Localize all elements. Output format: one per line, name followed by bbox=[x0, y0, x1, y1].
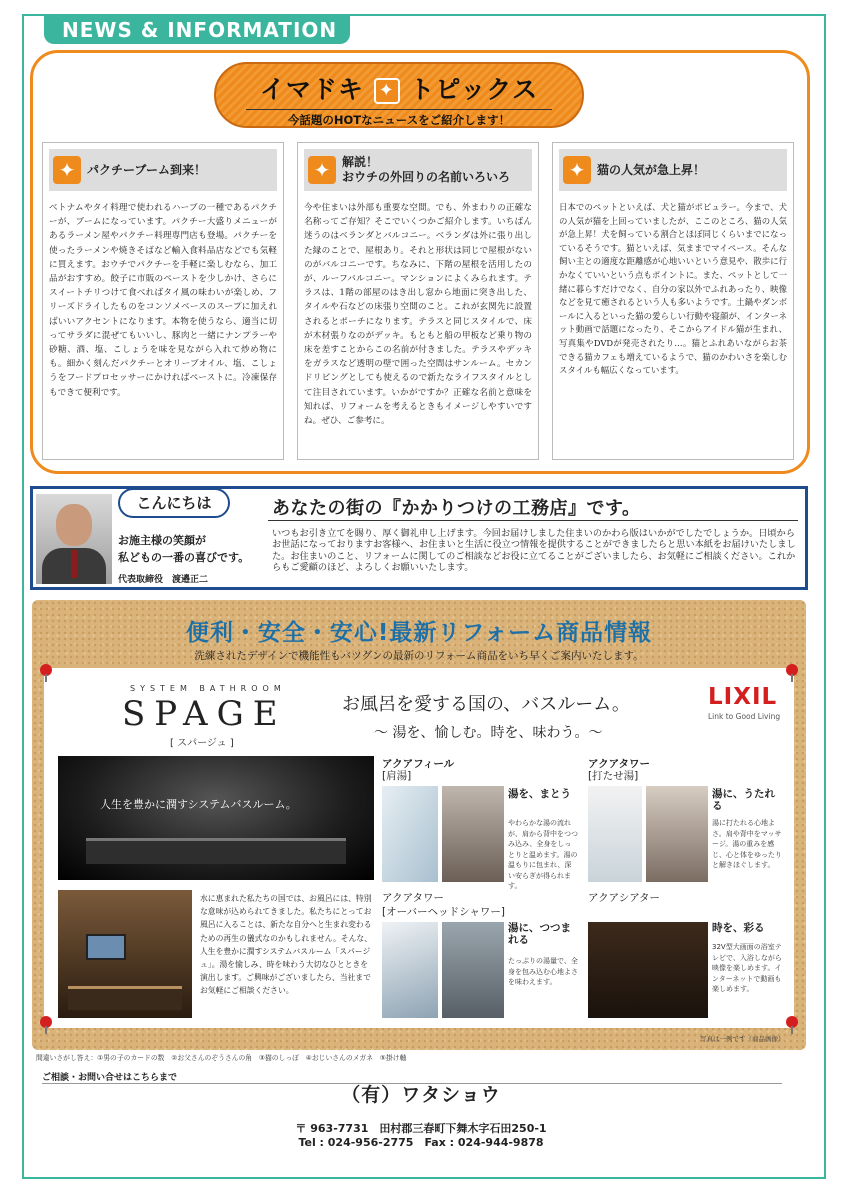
product-image bbox=[382, 786, 438, 882]
topic-body: 日本でのペットといえば、犬と猫がポピュラー。今まで、犬の人気が猫を上回っていましたが、ここのところ、猫の人気が急上昇！犬を飼っている割合とほぼ同じくらいまでになっているそうです。猫といえば、気ままでマイペース。そんな飼い主との適度な距離感が心地いいという意見や、散歩に行かなくていいという点もポイントに。また、ペットとして一緒に暮らすだけでなく、自分の家以外でふれあったり、映像などを見て癒されるという人も多いようです。土鍋やダンボールに入るといった猫の愛らしい行動や寝顔が、インターネット動画で話題になったり、そこからアイドル猫が生まれ、写真集やDVDが発売されたり…。猫とふれあいながらお茶できる猫カフェも増えているようで、猫のかわいさを楽しむスタイルも幅広くなっています。 bbox=[559, 202, 787, 376]
product-image bbox=[442, 922, 504, 1018]
product-sub: [打たせ湯] bbox=[588, 770, 639, 782]
topic-title-line2: おウチの外回りの名前いろいろ bbox=[342, 170, 511, 184]
topic-column-cats bbox=[552, 142, 794, 460]
product-catch: 湯に、つつまれる bbox=[508, 922, 571, 946]
pin-icon bbox=[40, 1016, 52, 1028]
quiz-answer: 間違いさがし答え：①男の子のカードの数 ②お父さんのぞうさんの角 ③猫のしっぽ ④おじいさんのメガネ ⑤掛け軸 bbox=[36, 1054, 407, 1062]
sparkle-icon: ✦ bbox=[563, 156, 591, 184]
products-subtitle: 洗練されたデザインで機能性もバツグンの最新のリフォーム商品をいち早くご案内いたします。 bbox=[194, 650, 644, 662]
product-catch: 湯を、まとう bbox=[508, 788, 571, 800]
product-catch: 湯に、うたれる bbox=[712, 788, 775, 812]
sparkle-icon: ✦ bbox=[308, 156, 336, 184]
contact-label: ご相談・お問い合せはこちらまで bbox=[42, 1073, 178, 1083]
president-photo bbox=[36, 494, 112, 584]
topic-title: 猫の人気が急上昇！ bbox=[597, 162, 706, 177]
topic-title: パクチーブーム到来！ bbox=[87, 162, 207, 177]
greeting-signature: 代表取締役 渡邉正二 bbox=[118, 575, 209, 585]
lixil-tagline: Link to Good Living bbox=[708, 712, 781, 721]
greeting-divider bbox=[268, 520, 798, 521]
greeting-body: いつもお引き立てを賜り、厚く御礼申し上げます。今回お届けしました住まいのかわら版はいかがでしたでしょうか。日頃からお世話になっておりますお客様へ、お住まいと生活に役立つ情報を提供することができましたらと思い本紙をお届けいたしました。お住まいのこと、リフォームに関してのご相談などお役に立てることがございましたら、お気軽にご相談ください。これからもご愛顧のほど、よろしくお願いいたします。 bbox=[272, 528, 796, 574]
product-image bbox=[382, 922, 438, 1018]
brand-logo: SPAGE bbox=[122, 694, 287, 734]
product-name: アクアシアター bbox=[588, 892, 661, 904]
products-intro: 水に恵まれた私たちの国では、お風呂には、特別な意味が込められてきました。私たちにとってお風呂に入ることは、新たな自分へと生まれ変わるための再生の儀式なのかもしれません。そんな、人生を豊かに潤すシステムバスルーム「スパージュ」。湯を愉しみ、時を味わう大切なひとときを演出します。ご興味がございましたら、当社までお気軽にご相談ください。 bbox=[200, 894, 372, 996]
sparkle-icon: ✦ bbox=[53, 156, 81, 184]
banner-subtitle: 今話題のHOTなニュースをご紹介します！ bbox=[246, 109, 552, 128]
product-desc: 32V型大画面の浴室テレビで、入浴しながら映像を楽しめます。インターネットで動画も楽しめます。 bbox=[712, 943, 782, 993]
pin-icon bbox=[40, 664, 52, 676]
hero-caption: 人生を豊かに潤すシステムバスルーム。 bbox=[100, 798, 297, 811]
brand-kana: [ スパージュ ] bbox=[170, 738, 234, 749]
pin-icon bbox=[786, 664, 798, 676]
product-image bbox=[646, 786, 708, 882]
product-sub: [オーバーヘッドシャワー] bbox=[382, 906, 505, 918]
product-name: アクアフィール bbox=[382, 758, 455, 770]
product-catch: 時を、彩る bbox=[712, 922, 765, 934]
product-image bbox=[588, 786, 642, 882]
news-tab: NEWS & INFORMATION bbox=[44, 14, 350, 44]
product-name: アクアタワー bbox=[588, 758, 650, 770]
topic-title-line1: 解説！ bbox=[342, 155, 379, 169]
product-image bbox=[442, 786, 504, 882]
topics-banner bbox=[214, 62, 584, 128]
photo-credit: 写真は一例です（商品画像） bbox=[700, 1035, 785, 1043]
topic-body: ベトナムやタイ料理で使われるハーブの一種であるパクチーが、ブームになっています。パクチー大盛りメニューがあるラーメン屋やパクチー料理専門店も登場。パクチーを使ったラーメンや焼きそばなど輸入食料品店などでも気軽に買えます。おウチでパクチーを手軽に楽しむなら、加工品がおすすめ。餃子に市販のペーストを少しかけ、さらにスイートチリつけて食べればタイ風の味わいが楽しめ、フリーズドライしたものをコンソメベースのスープに加えればいいアクセントになります。本物を使うなら、適当に切ってサラダに混ぜてもいいし、豚肉と一緒にナンプラーや砂糖、酒、塩、こしょうを味を見ながら入れて炒め物にも。細かく刻んだパクチーとオリーブオイル、塩、こしょうをフードプロセッサーにかければペーストに。冷凍保存もできて便利です。 bbox=[49, 203, 277, 398]
topic-column-pakuchi bbox=[42, 142, 284, 460]
product-desc: たっぷりの湯量で、全身を包み込む心地よさを味わえます。 bbox=[508, 957, 578, 986]
banner-title-left: イマドキ bbox=[259, 75, 364, 104]
bathroom-photo bbox=[58, 890, 192, 1018]
company-address: 〒 963-7731 田村郡三春町下舞木字石田250-1 bbox=[295, 1122, 547, 1135]
topic-body: 今や住まいは外部も重要な空間。でも、外まわりの正確な名称ってご存知？そこでいくつかご紹介します。いちばん迷うのはベランダとバルコニー。ベランダは外に張り出した縁のことで、屋根あり。それと形状は同じで屋根がないのがバルコニーです。ちなみに、下階の屋根を活用したのが、ルーフバルコニー。マンションによくみられます。テラスは、1階の部屋のはき出し窓から地面に突き出した、タイルや石などの床張り空間のこと。これが玄関先に設置されるとポーチになります。テラスと同じスタイルで、床が木材張りなのがデッキ。もともと船の甲板など乗り物の床を差すことからこの名前が付きました。テラスやデッキをガラスなど透明の壁で囲った空間はサンルーム。セカンドリビングとしても使えるので新たなライフスタイルとして注目されています。いかがですか？正確な名前と意味を知れば、リフォームを考えるときもイメージしやすいですね。ぜひ、ご参考に。 bbox=[304, 203, 532, 427]
lixil-logo: LIXIL bbox=[708, 684, 778, 710]
brand-small: SYSTEM BATHROOM bbox=[130, 684, 286, 693]
banner-title-right: トピックス bbox=[409, 75, 539, 104]
company-contact bbox=[0, 1122, 842, 1150]
product-image bbox=[588, 922, 708, 1018]
company-name: （有）ワタショウ bbox=[341, 1084, 501, 1106]
product-sub: [肩湯] bbox=[382, 770, 412, 782]
product-name: アクアタワー bbox=[382, 892, 444, 904]
pin-icon bbox=[786, 1016, 798, 1028]
headline-sub: ～ 湯を、愉しむ。時を、味わう。～ bbox=[374, 725, 603, 741]
product-desc: やわらかな湯の流れが、肩から背中をつつみ込み、全身をしっとりと温めます。湯の温もりに包まれ、深い安らぎが得られます。 bbox=[508, 819, 578, 890]
hero-bathroom-image bbox=[58, 756, 374, 880]
company-phones: Tel : 024-956-2775 Fax : 024-944-9878 bbox=[298, 1136, 544, 1149]
headline: お風呂を愛する国の、バスルーム。 bbox=[342, 694, 630, 715]
product-desc: 湯に打たれる心地よさ。肩や背中をマッサージ。湯の重みを感じ、心と体をゆったりと解きほぐします。 bbox=[712, 819, 782, 869]
topic-column-exterior bbox=[297, 142, 539, 460]
greeting-tagline: お施主様の笑顔が 私どもの一番の喜びです。 bbox=[118, 534, 250, 564]
greeting-title: あなたの街の『かかりつけの工務店』です。 bbox=[272, 498, 641, 519]
greeting-bubble: こんにちは bbox=[118, 488, 230, 518]
products-title: 便利・安全・安心!最新リフォーム商品情報 bbox=[185, 620, 653, 646]
sparkle-icon: ✦ bbox=[374, 78, 400, 104]
